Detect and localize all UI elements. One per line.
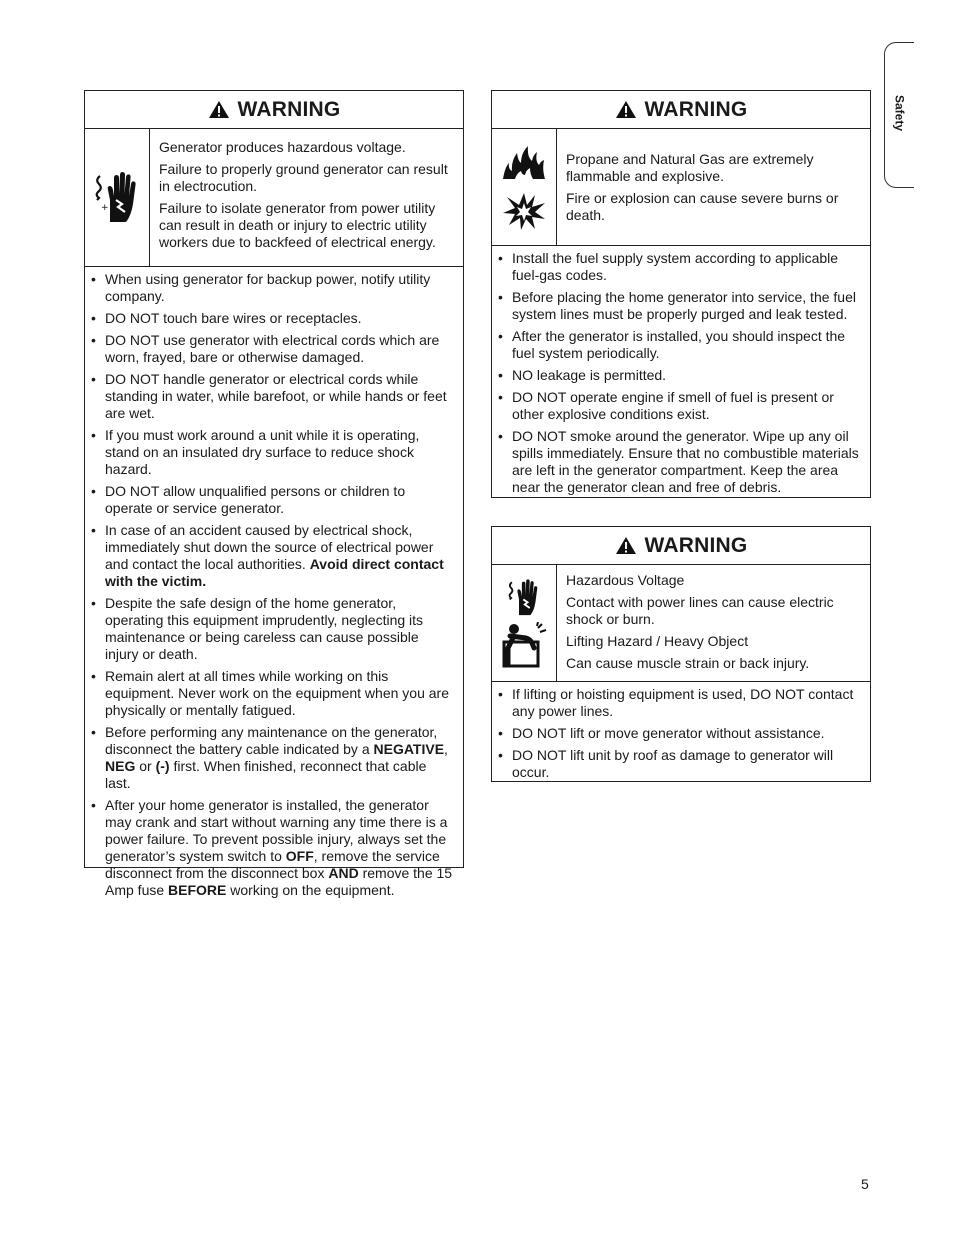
list-item: • After the generator is installed, you should inspect the fuel system periodically. <box>498 328 862 362</box>
heavy-object-icon <box>500 622 548 668</box>
hazard-statement <box>85 129 463 267</box>
item-text: remove the 15 Amp fuse <box>105 865 453 898</box>
page-number: 5 <box>861 1176 869 1192</box>
hazard-line: Fire or explosion can cause severe burns or death. <box>566 190 839 223</box>
electric-shock-hand-icon <box>94 170 140 226</box>
hazard-line: Hazardous Voltage <box>566 572 685 588</box>
list-item: • DO NOT allow unqualified persons or children to operate or service generator. <box>91 483 455 517</box>
precaution-list <box>492 246 870 502</box>
fire-icon <box>501 143 547 181</box>
svg-text:+: + <box>101 202 109 213</box>
item-emphasis: NEG <box>105 758 136 774</box>
hazard-line: Generator produces hazardous voltage. <box>159 139 406 155</box>
list-item: • DO NOT lift unit by roof as damage to generator will occur. <box>498 747 862 781</box>
precaution-list <box>492 682 870 787</box>
hazard-icons <box>85 129 150 266</box>
list-item: • DO NOT operate engine if smell of fuel is present or other explosive conditions exist. <box>498 389 862 423</box>
hazard-line: Failure to properly ground generator can result in electrocution. <box>159 161 448 194</box>
warning-triangle-icon <box>615 100 637 119</box>
list-item: • Install the fuel supply system according to applicable fuel-gas codes. <box>498 250 862 284</box>
item-emphasis: Avoid direct contact with the victim. <box>105 556 444 589</box>
warning-box-fuel <box>491 90 871 498</box>
list-item: • DO NOT smoke around the generator. Wipe up any oil spills immediately. Ensure that no combustible materials are left in the generator compartment. Keep the area near the generator clean and free of debris. <box>498 428 862 496</box>
item-text: In case of an accident caused by electrical shock, immediately shut down the source of electrical power and contact the local authorities. <box>105 522 434 572</box>
item-emphasis: AND <box>328 865 359 881</box>
list-item: • Remain alert at all times while working on this equipment. Never work on the equipment when you are physically or mentally fatigued. <box>91 668 455 719</box>
hazard-line: Contact with power lines can cause electric shock or burn. <box>566 594 834 627</box>
warning-title: WARNING <box>644 97 748 121</box>
warning-header <box>85 91 463 129</box>
list-item: • Before placing the home generator into service, the fuel system lines must be properly purged and leak tested. <box>498 289 862 323</box>
list-item: • If you must work around a unit while it is operating, stand on an insulated dry surface to reduce shock hazard. <box>91 427 455 478</box>
item-text: After your home generator is installed, the generator may crank and start without warning any time there is a power failure. To prevent possible injury, always set the generator’s system switch to <box>105 797 448 864</box>
item-emphasis: (-) <box>155 758 170 774</box>
item-text: first. When finished, reconnect that cable last. <box>105 758 427 791</box>
hazard-statement <box>492 565 870 682</box>
warning-box-electrical <box>84 90 464 898</box>
list-item: • DO NOT use generator with electrical cords which are worn, frayed, bare or otherwise damaged. <box>91 332 455 366</box>
warning-title: WARNING <box>644 533 748 557</box>
hazard-line: Propane and Natural Gas are extremely flammable and explosive. <box>566 151 814 184</box>
hazard-icons <box>492 565 557 681</box>
list-item <box>91 522 455 590</box>
warning-triangle-icon <box>615 536 637 555</box>
hazard-line: Failure to isolate generator from power utility can result in death or injury to electric utility workers due to backfeed of electrical energy. <box>159 200 436 250</box>
electric-shock-hand-icon <box>507 578 541 618</box>
section-tab-safety <box>884 42 914 188</box>
list-item: • DO NOT touch bare wires or receptacles. <box>91 310 455 327</box>
item-text: or <box>135 758 156 774</box>
explosion-icon <box>501 191 547 231</box>
list-item: • Despite the safe design of the home generator, operating this equipment imprudently, neglecting its maintenance or being careless can cause possible injury or death. <box>91 595 455 663</box>
item-text: , <box>444 741 448 757</box>
item-emphasis: OFF <box>285 848 314 864</box>
list-item: • NO leakage is permitted. <box>498 367 862 384</box>
item-text: , remove the service disconnect from the disconnect box <box>105 848 440 881</box>
warning-header <box>492 91 870 129</box>
hazard-statement <box>492 129 870 246</box>
list-item <box>91 797 455 899</box>
list-item: • When using generator for backup power, notify utility company. <box>91 271 455 305</box>
list-item: • If lifting or hoisting equipment is used, DO NOT contact any power lines. <box>498 686 862 720</box>
hazard-text <box>557 129 870 245</box>
item-text: Before performing any maintenance on the generator, disconnect the battery cable indicated by a <box>105 724 438 757</box>
section-tab-label: Safety <box>892 95 907 132</box>
list-item: • DO NOT handle generator or electrical cords while standing in water, while barefoot, or while hands or feet are wet. <box>91 371 455 422</box>
list-item: • DO NOT lift or move generator without assistance. <box>498 725 862 742</box>
hazard-text <box>150 129 463 266</box>
warning-title: WARNING <box>237 97 341 121</box>
list-item <box>91 724 455 792</box>
item-text: working on the equipment. <box>226 882 395 898</box>
warning-box-lifting <box>491 526 871 782</box>
hazard-icons <box>492 129 557 245</box>
precaution-list <box>85 267 463 905</box>
hazard-line: Lifting Hazard / Heavy Object <box>566 633 749 649</box>
item-emphasis: BEFORE <box>168 882 227 898</box>
warning-triangle-icon <box>208 100 230 119</box>
hazard-text <box>557 565 870 681</box>
item-emphasis: NEGATIVE <box>373 741 445 757</box>
hazard-line: Can cause muscle strain or back injury. <box>566 655 810 671</box>
warning-header <box>492 527 870 565</box>
